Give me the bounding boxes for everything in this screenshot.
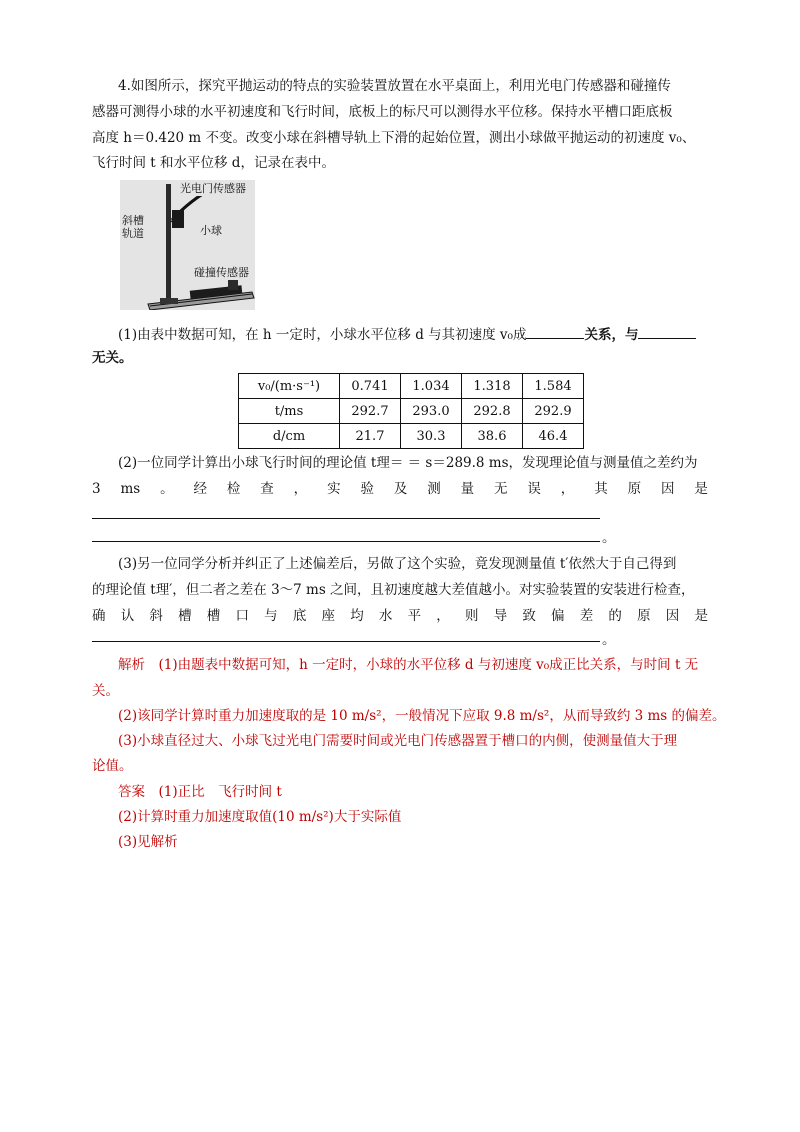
- spread-word: 口: [235, 608, 249, 624]
- solution-line-1: 解析 (1)由题表中数据可知，h 一定时，小球的水平位移 d 与初速度 v₀成正比关系，与时间 t 无: [118, 657, 699, 673]
- spread-word: 水: [378, 608, 393, 624]
- table-cell: 292.9: [523, 399, 584, 424]
- label-track: 斜槽 轨道: [122, 214, 144, 240]
- table-cell: 1.034: [401, 374, 462, 399]
- spread-word: ，: [293, 481, 308, 497]
- apparatus-drawing: [120, 180, 255, 310]
- apparatus-figure: [120, 180, 255, 310]
- table-cell: 293.0: [401, 399, 462, 424]
- spread-word: 导: [493, 608, 508, 624]
- spread-word: 是: [694, 608, 708, 624]
- spread-word: 检: [226, 481, 241, 497]
- label-collision-sensor: 碰撞传感器: [194, 266, 249, 279]
- spread-word: 因: [665, 608, 680, 624]
- table-cell: 1.584: [523, 374, 584, 399]
- spread-word: 差: [579, 608, 594, 624]
- spread-word: 查: [260, 481, 274, 497]
- question-line-2: 感器可测得小球的水平初速度和飞行时间，底板上的标尺可以测得水平位移。保持水平槽口距底板: [92, 104, 673, 120]
- spread-word: 与: [264, 608, 278, 624]
- spread-word: 其: [594, 481, 608, 497]
- table-row: [239, 424, 584, 449]
- spread-word: 量: [460, 481, 475, 497]
- solution-line-5: 论值。: [92, 758, 133, 774]
- spread-word: 是: [694, 481, 708, 497]
- spread-word: 原: [627, 481, 642, 497]
- row-header: d/cm: [239, 424, 340, 449]
- question-line-3: 高度 h＝0.420 m 不变。改变小球在斜槽导轨上下滑的起始位置，测出小球做平抛运动的初速度 v₀、: [92, 130, 696, 146]
- part3-line-3: [92, 606, 708, 626]
- table-cell: 21.7: [340, 424, 401, 449]
- table-cell: 1.318: [462, 374, 523, 399]
- spread-word: 斜: [149, 608, 163, 624]
- table-cell: 30.3: [401, 424, 462, 449]
- blank-relation[interactable]: [526, 324, 584, 339]
- spread-word: 测: [427, 481, 441, 497]
- part3-line-1: (3)另一位同学分析并纠正了上述偏差后，另做了这个实验，竟发现测量值 t′依然大于自己得到: [118, 556, 677, 572]
- part1-text-a: (1)由表中数据可知，在 h 一定时，小球水平位移 d 与其初速度 v₀成: [118, 327, 527, 343]
- spread-word: 实: [327, 481, 341, 497]
- spread-word: 座: [321, 608, 335, 624]
- spread-word: 的: [608, 608, 622, 624]
- spread-word: 底: [292, 608, 307, 624]
- label-photogate: 光电门传感器: [180, 182, 246, 195]
- answer-line-3: (3)见解析: [118, 834, 178, 850]
- spread-word: ，: [436, 608, 450, 624]
- blank-unrelated[interactable]: [638, 324, 696, 339]
- spread-word: 原: [637, 608, 651, 624]
- spread-word: 均: [350, 608, 364, 624]
- spread-word: 偏: [551, 608, 565, 624]
- spread-word: 致: [522, 608, 536, 624]
- spread-word: ，: [560, 481, 575, 497]
- spread-word: 及: [393, 481, 408, 497]
- table-cell: 292.7: [340, 399, 401, 424]
- table-cell: 46.4: [523, 424, 584, 449]
- spread-word: 误: [527, 481, 541, 497]
- part2-line-2: [92, 479, 708, 499]
- part3-period: 。: [602, 632, 616, 648]
- table-cell: 38.6: [462, 424, 523, 449]
- label-ball: 小球: [200, 224, 222, 237]
- spread-word: 3: [92, 481, 101, 497]
- part3-line-2: 的理论值 t理′，但二者之差在 3～7 ms 之间，且初速度越大差值越小。对实验装置的安装进行检查，: [92, 582, 695, 598]
- solution-line-3: (2)该同学计算时重力加速度取的是 10 m/s²，一般情况下应取 9.8 m/s²，从而导致约 3 ms 的偏差。: [118, 708, 726, 724]
- spread-word: 平: [407, 608, 422, 624]
- row-header: t/ms: [239, 399, 340, 424]
- data-table: [238, 373, 584, 449]
- spread-word: ms: [120, 481, 141, 497]
- solution-line-2: 关。: [92, 683, 119, 699]
- table-row: [239, 374, 584, 399]
- part2-period: 。: [602, 530, 616, 546]
- spread-word: 验: [360, 481, 374, 497]
- part1-text-c: 无关。: [92, 350, 133, 366]
- answer-blank-2b[interactable]: [92, 541, 600, 542]
- table-cell: 292.8: [462, 399, 523, 424]
- part2-line-1: (2)一位同学计算出小球飞行时间的理论值 t理＝ ＝ s＝289.8 ms，发现理论值与测量值之差约为: [118, 455, 698, 471]
- question-line-1: 4.如图所示，探究平抛运动的特点的实验装置放置在水平桌面上，利用光电门传感器和碰撞传: [118, 78, 671, 94]
- table-cell: 0.741: [340, 374, 401, 399]
- spread-word: 槽: [206, 608, 221, 624]
- answer-line-2: (2)计算时重力加速度取值(10 m/s²)大于实际值: [118, 809, 402, 825]
- answer-line-1: 答案 (1)正比 飞行时间 t: [118, 784, 282, 800]
- question-line-4: 飞行时间 t 和水平位移 d，记录在表中。: [92, 155, 335, 171]
- spread-word: 无: [494, 481, 508, 497]
- answer-blank-2a[interactable]: [92, 518, 600, 519]
- spread-word: 确: [92, 608, 106, 624]
- solution-line-4: (3)小球直径过大、小球飞过光电门需要时间或光电门传感器置于槽口的内侧，使测量值大于理: [118, 733, 678, 749]
- spread-word: 。: [160, 481, 174, 497]
- answer-blank-3[interactable]: [92, 641, 600, 642]
- spread-word: 认: [120, 608, 135, 624]
- part1-line: [118, 324, 696, 345]
- table-row: [239, 399, 584, 424]
- spread-word: 因: [660, 481, 675, 497]
- spread-word: 槽: [178, 608, 192, 624]
- part1-text-b: 关系，与: [584, 327, 639, 343]
- spread-word: 经: [193, 481, 207, 497]
- spread-word: 则: [464, 608, 479, 624]
- row-header: v₀/(m·s⁻¹): [239, 374, 340, 399]
